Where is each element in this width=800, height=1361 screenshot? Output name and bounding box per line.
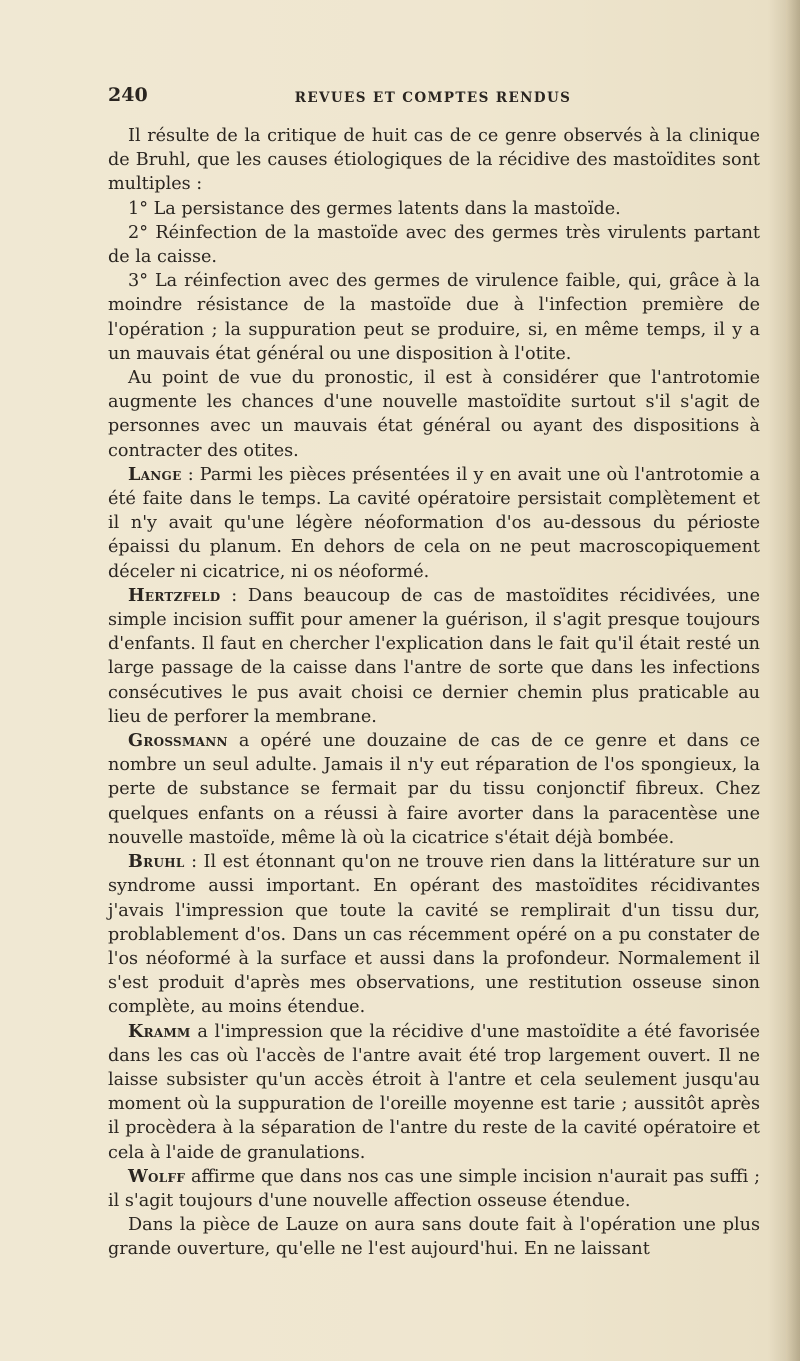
paragraph-text: 3° La réinfection avec des germes de virulence faible, qui, grâce à la moindre résistance de la mastoïde due à l'infection première de l'opération ; la suppuration peut se produire, si, en même temps, il y a un mauvais état général ou une disposition à l'otite. xyxy=(108,271,760,364)
speaker-name: Bruhl xyxy=(128,851,185,873)
paragraph xyxy=(108,729,760,850)
paragraph-text: : Dans beaucoup de cas de mastoïdites récidivées, une simple incision suffit pour amener la guérison, il s'agit presque toujours d'enfants. Il faut en chercher l'explication dans le fait qu'il était resté un large passage de la caisse dans l'antre de sorte que dans les infections consécutives le pus avait choisi ce dernier chemin plus praticable au lieu de perforer la membrane. xyxy=(108,585,760,727)
speaker-name: Wolff xyxy=(128,1165,186,1187)
paragraph-text: Au point de vue du pronostic, il est à considérer que l'antrotomie augmente les chances d'une nouvelle mastoïdite surtout s'il s'agit de personnes avec un mauvais état général ou ayant des dispositions à contracter des otites. xyxy=(108,368,760,461)
paragraph xyxy=(108,1165,760,1213)
page-header xyxy=(108,84,758,110)
paragraph xyxy=(108,1020,760,1165)
paragraph-text: affirme que dans nos cas une simple incision n'aurait pas suffi ; il s'agit toujours d'une nouvelle affection osseuse étendue. xyxy=(108,1166,760,1211)
paragraph xyxy=(108,463,760,584)
paragraph xyxy=(108,197,760,221)
paragraph-text: 2° Réinfection de la mastoïde avec des germes très virulents partant de la caisse. xyxy=(108,222,760,268)
paragraph-text: Il résulte de la critique de huit cas de ce genre observés à la clinique de Bruhl, que les causes étiologiques de la récidive des mastoïdites sont multiples : xyxy=(108,126,760,195)
page-number: 240 xyxy=(108,84,148,106)
paragraph xyxy=(108,366,760,463)
paragraph xyxy=(108,1213,760,1261)
paragraph-text: a opéré une douzaine de cas de ce genre et dans ce nombre un seul adulte. Jamais il n'y eut réparation de l'os spongieux, la perte de substance se fermait par du tissu conjonctif fibreux. Chez quelques enfants on a réussi à faire avorter dans la paracentèse une nouvelle mastoïde, même là où la cicatrice s'était déjà bombée. xyxy=(108,731,760,848)
speaker-name: Hertzfeld xyxy=(128,584,221,606)
paragraph xyxy=(108,124,760,197)
paragraph-text: : Parmi les pièces présentées il y en avait une où l'antrotomie a été faite dans le temps. La cavité opératoire persistait complètement et il n'y avait qu'une légère néoformation d'os au-dessous du périoste épaissi du planum. En dehors de cela on ne peut macroscopiquement déceler ni cicatrice, ni os néoformé. xyxy=(108,464,760,582)
paragraph-text: : Il est étonnant qu'on ne trouve rien dans la littérature sur un syndrome aussi important. En opérant des mastoïdites récidivantes j'avais l'impression que toute la cavité se remplirait d'un tissu dur, problablement d'os. Dans un cas récemment opéré on a pu constater de l'os néoformé à la surface et aussi dans la profondeur. Normalement il s'est produit d'après mes observations, une restitution osseuse sinon complète, au moins étendue. xyxy=(108,852,760,1018)
speaker-name: Grossmann xyxy=(128,730,228,752)
body-text xyxy=(108,124,760,1262)
speaker-name: Lange xyxy=(128,463,182,485)
paragraph xyxy=(108,221,760,269)
paragraph-text: 1° La persistance des germes latents dans la mastoïde. xyxy=(128,198,621,219)
paragraph xyxy=(108,584,760,729)
paragraph xyxy=(108,269,760,366)
speaker-name: Kramm xyxy=(128,1020,191,1042)
paragraph xyxy=(108,850,760,1019)
page-edge xyxy=(786,0,800,1361)
paragraph-text: a l'impression que la récidive d'une mastoïdite a été favorisée dans les cas où l'accès de l'antre avait été trop largement ouvert. Il ne laisse subsister qu'un accès étroit à l'antre et cela seulement jusqu'au moment où la suppuration de l'oreille moyenne est tarie ; aussitôt après il procèdera à la séparation de l'antre du reste de la cavité opératoire et cela à l'aide de granulations. xyxy=(108,1021,760,1163)
running-head: REVUES ET COMPTES RENDUS xyxy=(294,90,572,106)
paragraph-text: Dans la pièce de Lauze on aura sans doute fait à l'opération une plus grande ouverture, qu'elle ne l'est aujourd'hui. En ne laissant xyxy=(108,1215,760,1260)
